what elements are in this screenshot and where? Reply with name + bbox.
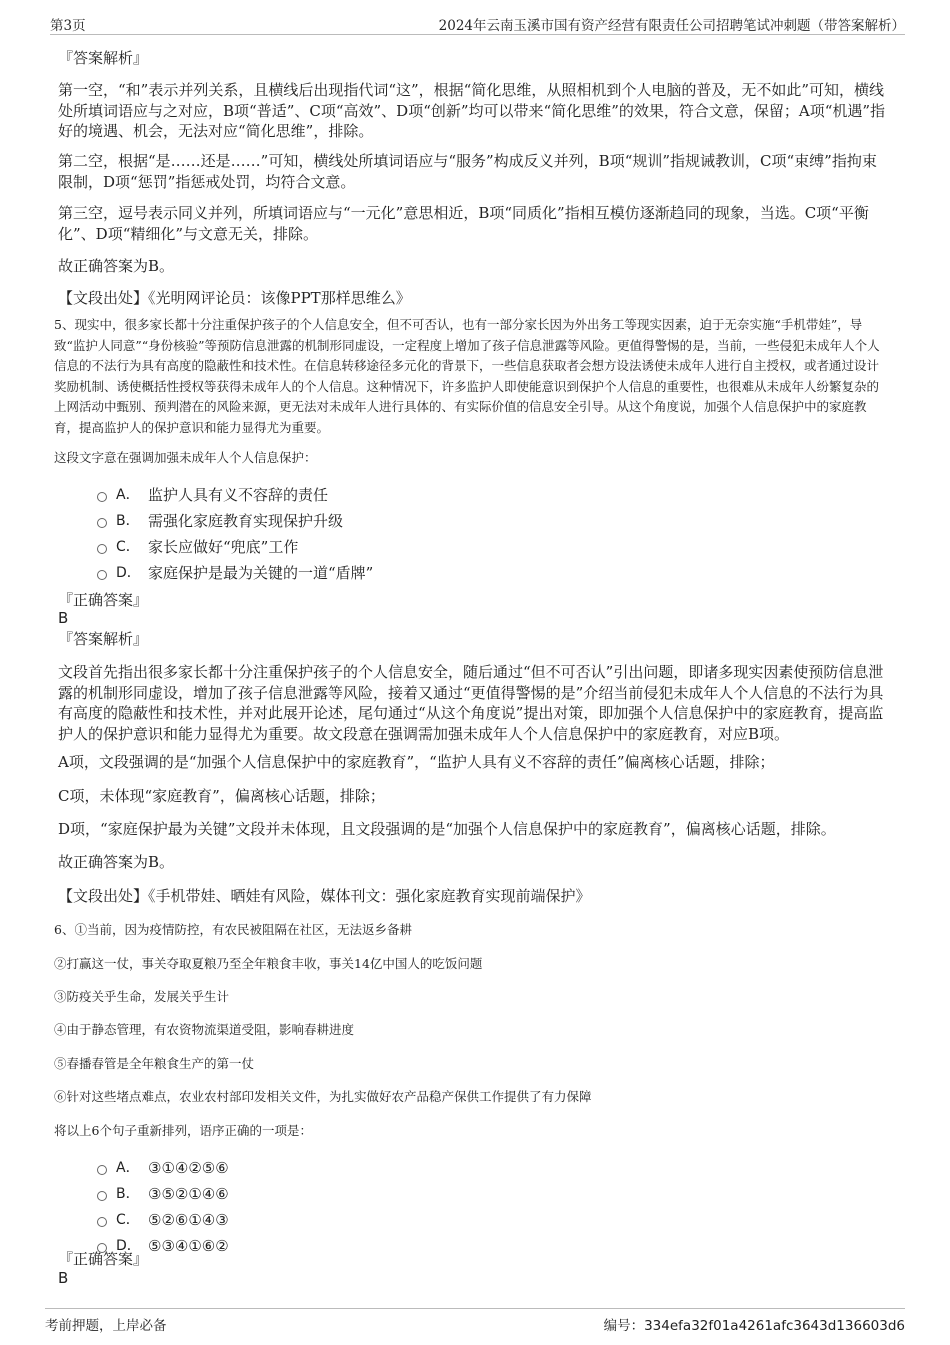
- option-text: 需强化家庭教育实现保护升级: [148, 512, 344, 530]
- option-text: ⑤②⑥①④③: [148, 1211, 229, 1229]
- analysis-option-d: D项，“家庭保护最为关键”文段并未体现，且文段强调的是“加强个人信息保护中的家庭教育”，偏离核心话题，排除。: [58, 820, 836, 838]
- option-text: 家庭保护是最为关键的一道“盾牌”: [148, 564, 374, 582]
- correct-answer-label: 『正确答案』: [58, 591, 149, 609]
- sentence-6: ⑥针对这些堵点难点，农业农村部印发相关文件，为扎实做好农产品稳产保供工作提供了有力保障: [54, 1089, 592, 1104]
- option-text: ③①④②⑤⑥: [148, 1159, 229, 1177]
- source-citation: 【文段出处】《手机带娃、晒娃有风险，媒体刊文：强化家庭教育实现前端保护》: [58, 887, 591, 905]
- question-prompt: 这段文字意在强调加强未成年人个人信息保护：: [54, 450, 317, 465]
- option-letter: C．: [116, 539, 140, 555]
- analysis-paragraph: 第三空，逗号表示同义并列，所填词语应与“一元化”意思相近，B项“同质化”指相互模仿逐渐趋同的现象，当选。C项“平衡化”、D项“精细化”与文意无关，排除。: [58, 204, 869, 243]
- option-letter: B．: [116, 1186, 140, 1202]
- analysis-paragraph: 文段首先指出很多家长都十分注重保护孩子的个人信息安全，随后通过“但不可否认”引出问题，即诸多现实因素使预防信息泄露的机制形同虚设，增加了孩子信息泄露等风险，接着又通过“更值得警惕的是”介绍当前侵犯未成年人个人信息的不法行为具有高度的隐蔽性和技术性，并对此展开论述，尾句通过“从这个角度说”提出对策，即加强个人信息保护中的家庭教育，提高监护人的保护意识和能力显得尤为重要。故文段意在强调需加强未成年人个人信息保护中的家庭教育，对应B项。: [58, 663, 884, 743]
- option-text: 家长应做好“兜底”工作: [148, 538, 299, 556]
- footer-slogan: 考前押题，上岸必备: [45, 1318, 167, 1334]
- answer-analysis-label: 『答案解析』: [58, 49, 149, 67]
- option-a[interactable]: [97, 1158, 229, 1178]
- source-citation: 【文段出处】《光明网评论员：该像PPT那样思维么》: [58, 289, 411, 307]
- conclusion: 故正确答案为B。: [58, 257, 175, 275]
- correct-answer-label: 『正确答案』: [58, 1250, 149, 1268]
- option-letter: D．: [116, 565, 141, 581]
- sentence-5: ⑤春播春管是全年粮食生产的第一仗: [54, 1056, 255, 1071]
- option-letter: A．: [116, 487, 140, 503]
- option-a[interactable]: [97, 485, 328, 505]
- radio-icon[interactable]: [97, 1165, 107, 1175]
- option-letter: A．: [116, 1160, 140, 1176]
- analysis-paragraph: 第二空，根据“是……还是……”可知，横线处所填词语应与“服务”构成反义并列，B项“规训”指规诫教训，C项“束缚”指拘束限制，D项“惩罚”指惩戒处罚，均符合文意。: [58, 152, 877, 191]
- option-b[interactable]: [97, 1184, 229, 1204]
- correct-answer: B: [58, 1269, 69, 1287]
- question-stem: 5、现实中，很多家长都十分注重保护孩子的个人信息安全，但不可否认，也有一部分家长因为外出务工等现实因素，迫于无奈实施“手机带娃”，导致“监护人同意”“身份核验”等预防信息泄露的机制形同虚设，一定程度上增加了孩子信息泄露等风险。更值得警惕的是，当前，一些侵犯未成年人个人信息的不法行为具有高度的隐蔽性和技术性。在信息转移途径多元化的背景下，一些信息获取者会想方设法诱使未成年人进行自主授权，或者通过设计奖励机制、诱使概括性授权等获得未成年人的个人信息。这种情况下，许多监护人即使能意识到保护个人信息的重要性，也很难从未成年人纷繁复杂的上网活动中甄别、预判潜在的风险来源，更无法对未成年人进行具体的、有实际价值的信息安全引导。从这个角度说，加强个人信息保护中的家庭教育，提高监护人的保护意识和能力显得尤为重要。: [54, 317, 880, 435]
- option-text: ⑤③④①⑥②: [148, 1237, 229, 1255]
- correct-answer: B: [58, 609, 69, 627]
- document-id: 编号：334efa32f01a4261afc3643d136603d6: [603, 1318, 905, 1334]
- analysis-option-c: C项，未体现“家庭教育”，偏离核心话题，排除；: [58, 787, 385, 805]
- option-letter: D．: [116, 1238, 141, 1254]
- analysis-option-a: A项，文段强调的是“加强个人信息保护中的家庭教育”，“监护人具有义不容辞的责任”偏离核心话题，排除；: [58, 753, 775, 771]
- question-prompt: 将以上6个句子重新排列，语序正确的一项是：: [54, 1123, 312, 1138]
- radio-icon[interactable]: [97, 492, 107, 502]
- sentence-3: ③防疫关乎生命，发展关乎生计: [54, 989, 230, 1004]
- radio-icon[interactable]: [97, 1217, 107, 1227]
- conclusion: 故正确答案为B。: [58, 853, 175, 871]
- analysis-paragraph: 第一空，“和”表示并列关系，且横线后出现指代词“这”，根据“简化思维，从照相机到个人电脑的普及，无不如此”可知，横线处所填词语应与之对应，B项“普适”、C项“高效”、D项“创新”均可以带来“简化思维”的效果，符合文意，保留；A项“机遇”指好的境遇、机会，无法对应“简化思维”，排除。: [58, 81, 886, 140]
- sentence-1: 6、①当前，因为疫情防控，有农民被阻隔在社区，无法返乡备耕: [54, 922, 412, 937]
- page-header: [50, 14, 905, 35]
- option-c[interactable]: [97, 1210, 229, 1230]
- document-title: 2024年云南玉溪市国有资产经营有限责任公司招聘笔试冲刺题（带答案解析）: [438, 18, 905, 34]
- radio-icon[interactable]: [97, 518, 107, 528]
- radio-icon[interactable]: [97, 544, 107, 554]
- page-number: 第3页: [50, 18, 86, 34]
- option-text: ③⑤②①④⑥: [148, 1185, 229, 1203]
- page-footer: [45, 1308, 905, 1336]
- option-letter: B．: [116, 513, 140, 529]
- option-letter: C．: [116, 1212, 140, 1228]
- option-d[interactable]: [97, 563, 373, 583]
- option-b[interactable]: [97, 511, 343, 531]
- answer-analysis-label: 『答案解析』: [58, 630, 149, 648]
- radio-icon[interactable]: [97, 570, 107, 580]
- sentence-4: ④由于静态管理，有农资物流渠道受阻，影响春耕进度: [54, 1022, 355, 1037]
- option-text: 监护人具有义不容辞的责任: [148, 486, 329, 504]
- radio-icon[interactable]: [97, 1191, 107, 1201]
- sentence-2: ②打赢这一仗，事关夺取夏粮乃至全年粮食丰收，事关14亿中国人的吃饭问题: [54, 956, 483, 971]
- option-c[interactable]: [97, 537, 298, 557]
